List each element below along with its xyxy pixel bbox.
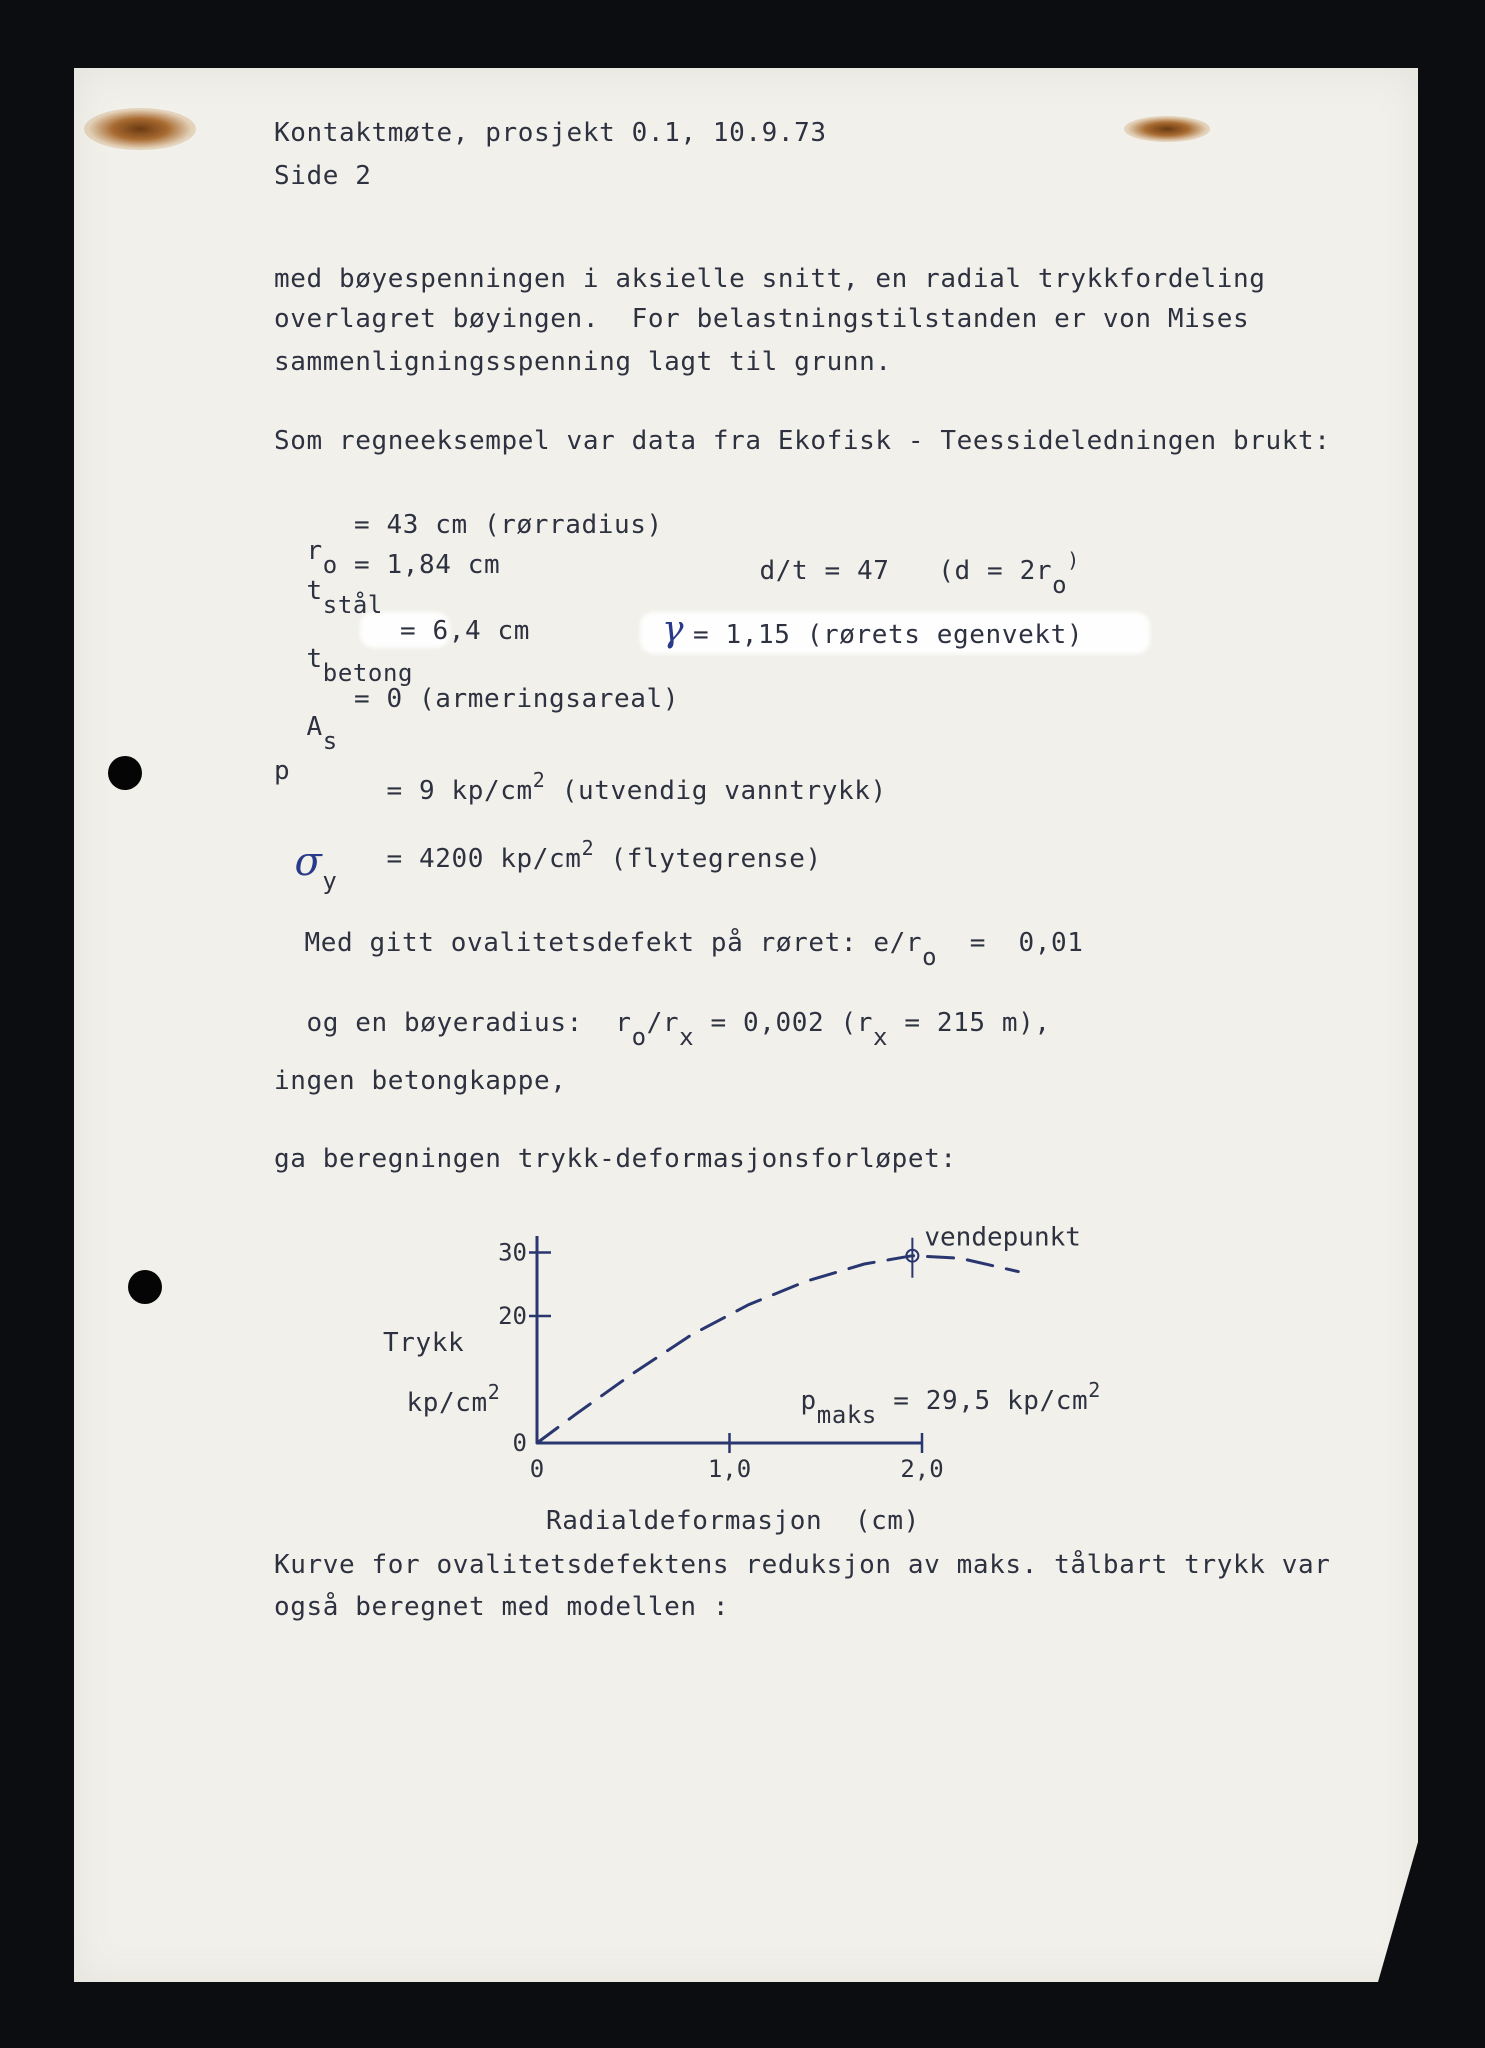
intro-line: Som regneeksempel var data fra Ekofisk - Teessideledningen brukt: (274, 426, 1331, 456)
param-p-value: = 9 $kp/cm^2$ (utvendig vanntrykk) (386, 768, 887, 806)
no-coating-line: ingen betongkappe, (274, 1066, 567, 1096)
param-tbetong: tbetong (306, 644, 414, 687)
header-title: Kontaktmøte, prosjekt 0.1, 10.9.73 (274, 118, 827, 148)
param-ro: ro (306, 536, 338, 579)
param-sigma-y: σy (294, 839, 338, 895)
param-gamma-value: = 1,15 (rørets egenvekt) (693, 620, 1084, 650)
param-tstal: tstål (306, 576, 383, 619)
paragraph-line: sammenligningsspenning lagt til grunn. (274, 347, 892, 377)
paragraph-line: med bøyespenningen i aksielle snitt, en radial trykkfordeling (274, 264, 1266, 294)
closing-line: Kurve for ovalitetsdefektens reduksjon av maks. tålbart trykk var (274, 1550, 1331, 1580)
param-as: As (306, 712, 338, 755)
y-tick-label: 20 (498, 1302, 527, 1331)
chart-ylabel-unit: $kp/cm^2$ (406, 1380, 501, 1418)
result-intro-line: ga beregningen trykk-deformasjonsforløpet: (274, 1144, 957, 1174)
param-dt: d/t = 47 (d = 2ro) (759, 548, 1080, 599)
chart-pmax-label: pmaks = 29,5 $kp/cm^2$ (800, 1378, 1101, 1429)
ovality-line: Med gitt ovalitetsdefekt på røret: e/ro = 0,01 (304, 928, 1084, 971)
param-gamma-symbol: γ (662, 609, 685, 650)
x-tick-label: 1,0 (707, 1455, 752, 1483)
param-tstal-value: = 1,84 cm (354, 550, 501, 580)
param-tbetong-value: = 6,4 cm (400, 616, 531, 646)
chart-xlabel: Radialdeformasjon (cm) (546, 1506, 920, 1536)
param-p: p (274, 756, 291, 786)
header-page: Side 2 (274, 161, 372, 191)
y-tick-label: 0 (512, 1429, 527, 1457)
closing-line: også beregnet med modellen : (274, 1592, 730, 1622)
chart-ylabel: Trykk (383, 1328, 465, 1358)
param-as-value: = 0 (armeringsareal) (354, 684, 680, 714)
y-tick-label: 30 (498, 1238, 527, 1267)
x-tick-label: 0 (529, 1455, 545, 1483)
bend-radius-line: og en bøyeradius: ro/rx = 0,002 (rx = 215 m), (306, 1008, 1051, 1051)
paragraph-line: overlagret bøyingen. For belastningstilstanden er von Mises (274, 304, 1250, 334)
vendepunkt-label: vendepunkt (924, 1222, 1081, 1253)
param-sigma-y-value: = 4200 $kp/cm^2$ (flytegrense) (386, 836, 822, 874)
param-ro-value: = 43 cm (rørradius) (354, 510, 663, 540)
x-tick-label: 2,0 (900, 1455, 944, 1483)
chart-plot-area (498, 1223, 1081, 1483)
